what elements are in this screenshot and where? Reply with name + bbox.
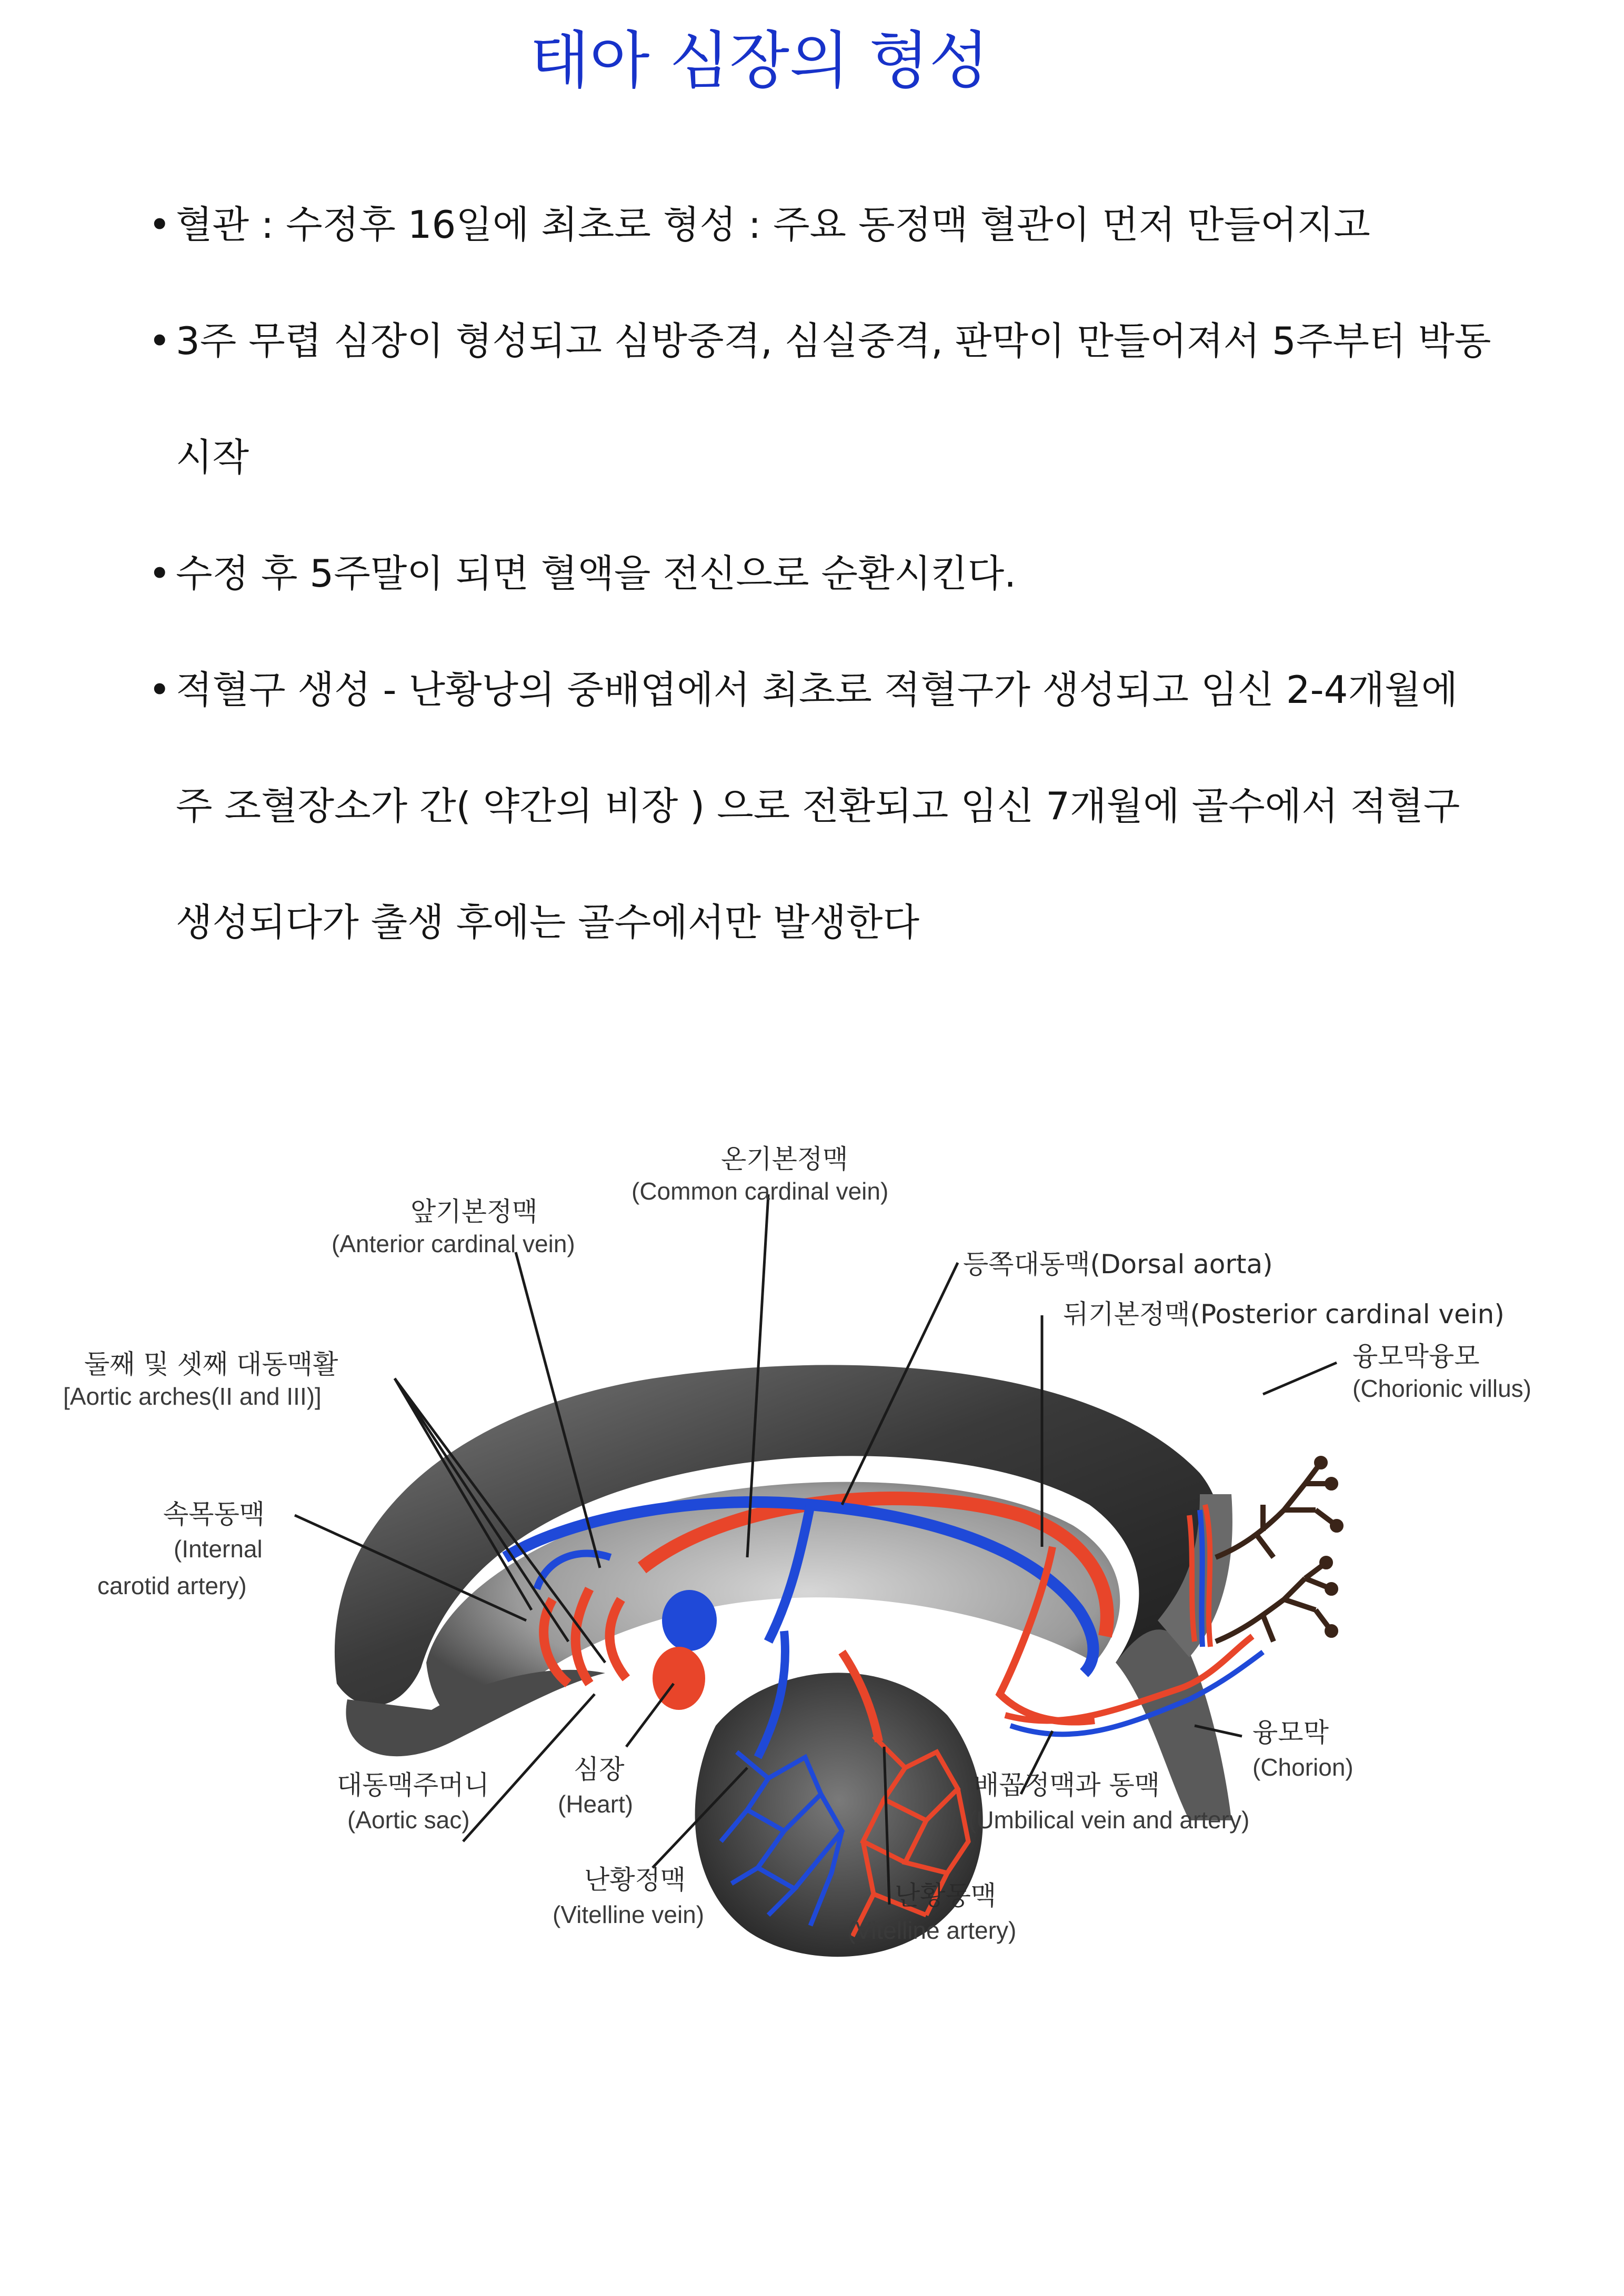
bullet-glyph: • (148, 319, 171, 363)
bullet-glyph: • (148, 551, 171, 596)
label-vitelline-artery-en: (Vitelline artery) (847, 1917, 1017, 1944)
bullet-text-continued: 주 조혈장소가 간( 약간의 비장 ) 으로 전환되고 임신 7개월에 골수에서 적혈구 (176, 784, 1460, 828)
label-dorsal-aorta: 등쪽대동맥(Dorsal aorta) (963, 1249, 1273, 1280)
bullet-text-continued: 생성되다가 출생 후에는 골수에서만 발생한다 (176, 900, 920, 944)
label-vitelline-vein-ko: 난황정맥 (584, 1865, 686, 1895)
embryo-circulation-diagram (21, 1094, 1600, 1999)
label-aortic-arches-ko: 둘째 및 셋째 대동맥활 (84, 1349, 338, 1379)
label-vitelline-vein-en: (Vitelline vein) (553, 1901, 705, 1928)
label-chorion-ko: 융모막 (1252, 1717, 1329, 1748)
label-common-cardinal-vein-ko: 온기본정맥 (721, 1144, 848, 1174)
label-chorion-en: (Chorion) (1252, 1754, 1354, 1781)
bullet-text-continued: 시작 (176, 435, 249, 479)
bullet-glyph: • (148, 668, 171, 712)
label-umbilical-ko: 배꼽정맥과 동맥 (974, 1770, 1160, 1800)
bullet-glyph: • (148, 203, 171, 247)
label-posterior-cardinal-vein: 뒤기본정맥(Posterior cardinal vein) (1063, 1299, 1505, 1330)
label-heart-ko: 심장 (574, 1754, 625, 1785)
label-internal-carotid-en-line1: (Internal (174, 1535, 263, 1563)
label-internal-carotid-en-line2: carotid artery) (97, 1572, 247, 1599)
label-chorionic-villus-ko: 융모막융모 (1352, 1341, 1480, 1372)
label-anterior-cardinal-vein-ko: 앞기본정맥 (410, 1196, 538, 1227)
bullet-text: 혈관 : 수정후 16일에 최초로 형성 : 주요 동정맥 혈관이 먼저 만들어지고 (176, 203, 1370, 247)
label-aortic-sac-ko: 대동맥주머니 (337, 1770, 489, 1800)
label-umbilical-en: (Umbilical vein and artery) (968, 1806, 1250, 1834)
label-vitelline-artery-ko: 난황동맥 (895, 1880, 997, 1911)
page-title: 태아 심장의 형성 (529, 24, 989, 97)
bullet-text: 수정 후 5주말이 되면 혈액을 전신으로 순환시킨다. (176, 551, 1017, 596)
label-chorionic-villus-en: (Chorionic villus) (1352, 1375, 1531, 1402)
label-anterior-cardinal-vein-en: (Anterior cardinal vein) (332, 1230, 575, 1257)
bullet-text: 적혈구 생성 - 난황낭의 중배엽에서 최초로 적혈구가 생성되고 임신 2-4개월에 (176, 668, 1458, 712)
label-heart-en: (Heart) (558, 1790, 634, 1818)
label-common-cardinal-vein-en: (Common cardinal vein) (631, 1177, 889, 1205)
label-internal-carotid-ko: 속목동맥 (163, 1499, 265, 1529)
yolk-sac (695, 1673, 983, 1957)
label-aortic-arches-en: [Aortic arches(II and III)] (63, 1383, 322, 1410)
bullet-text: 3주 무렵 심장이 형성되고 심방중격, 심실중격, 판막이 만들어져서 5주부터 박동 (176, 319, 1491, 363)
label-aortic-sac-en: (Aortic sac) (347, 1806, 470, 1834)
chorionic-villi (1216, 1458, 1341, 1642)
